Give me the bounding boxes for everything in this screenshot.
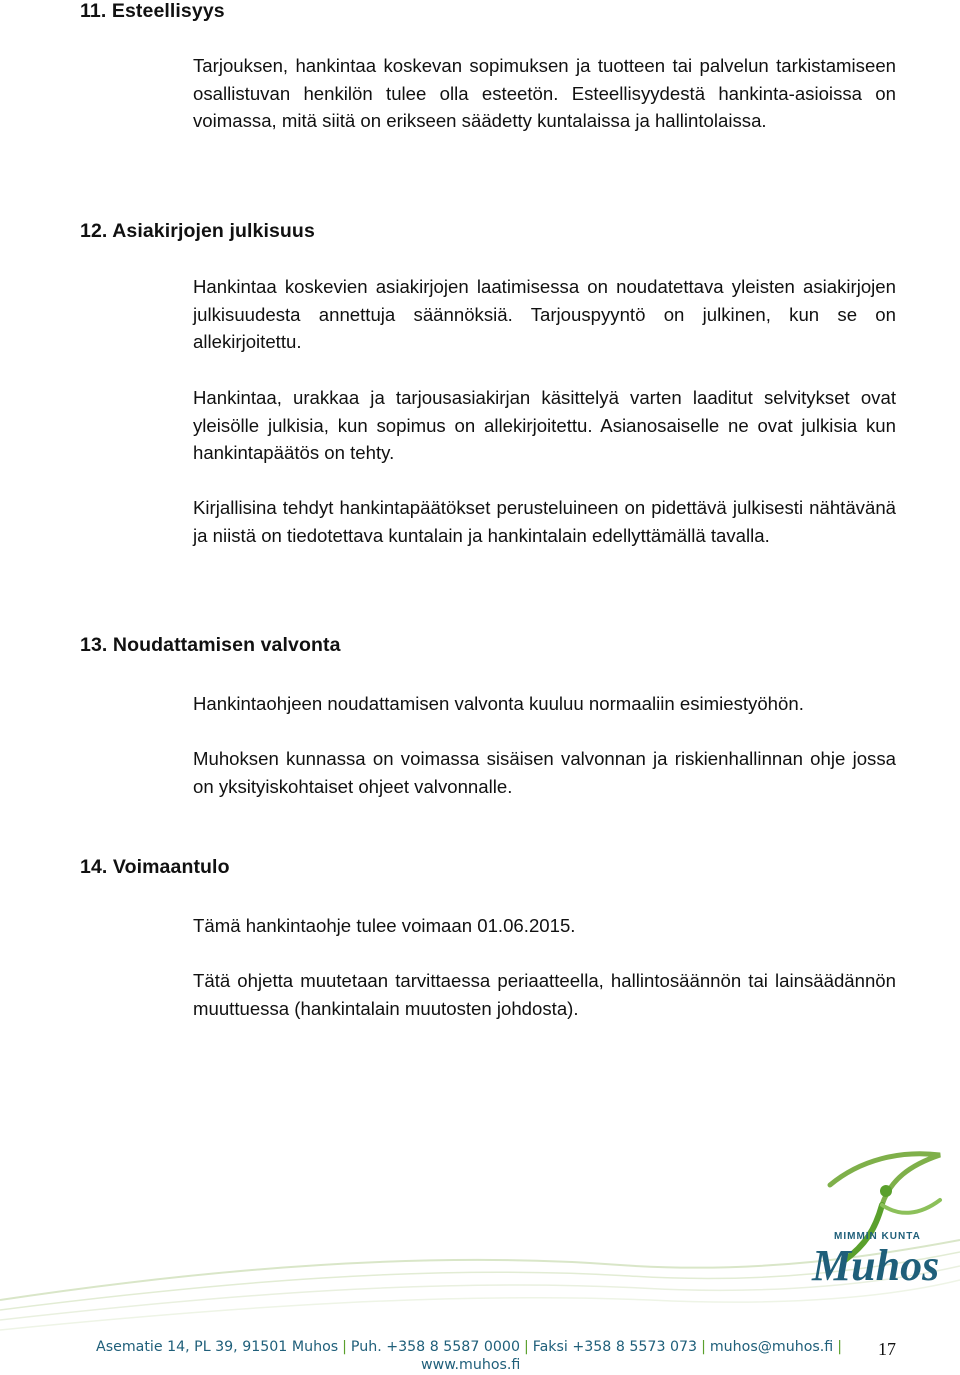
footer-email[interactable]: muhos@muhos.fi (709, 1339, 834, 1355)
section-12-paragraph-3: Kirjallisina tehdyt hankintapäätökset perusteluineen on pidettävä julkisesti nähtävänä ja niistä on tiedotettava kuntalain ja hankintalain edellyttämällä tavalla. (193, 497, 896, 546)
muhos-logo (790, 1145, 960, 1325)
section-14-heading: 14. Voimaantulo (80, 856, 230, 878)
section-11-paragraph-1: Tarjouksen, hankintaa koskevan sopimuksen ja tuotteen tai palvelun tarkistamiseen osallistuvan henkilön tulee olla esteetön. Esteellisyydestä hankinta-asioissa on voimassa, mitä siitä on erikseen säädetty kuntalaissa ja hallintolaissa. (193, 55, 896, 132)
logo-tagline: MIMMIN KUNTA (834, 1231, 921, 1242)
section-13-paragraph-2: Muhoksen kunnassa on voimassa sisäisen valvonnan ja riskienhallinnan ohje jossa on yksityiskohtaiset ohjeet valvonnalle. (193, 748, 896, 797)
section-12-heading: 12. Asiakirjojen julkisuus (80, 220, 315, 242)
footer-phone: Puh. +358 8 5587 0000 (350, 1339, 520, 1355)
page-number: 17 (878, 1339, 896, 1359)
section-12-paragraph-1: Hankintaa koskevien asiakirjojen laatimisessa on noudatettava yleisten asiakirjojen julkisuudesta annettuja säännöksiä. Tarjouspyyntö on julkinen, kun se on allekirjoitettu. (193, 276, 896, 353)
footer-fax: Faksi +358 8 5573 073 (532, 1339, 698, 1355)
section-12-paragraph-2: Hankintaa, urakkaa ja tarjousasiakirjan käsittelyä varten laaditut selvitykset ovat yleisölle julkisia, kun sopimus on allekirjoitettu. Asianosaiselle ne ovat julkisia kun hankintapäätös on tehty. (193, 387, 896, 464)
section-11-heading: 11. Esteellisyys (80, 0, 225, 22)
section-14-paragraph-1: Tämä hankintaohje tulee voimaan 01.06.2015. (193, 915, 576, 936)
section-13-paragraph-1: Hankintaohjeen noudattamisen valvonta kuuluu normaaliin esimiestyöhön. (193, 693, 804, 714)
logo-wordmark: Muhos (812, 1241, 940, 1290)
dancing-figure-icon (790, 1145, 960, 1325)
footer-address: Asematie 14, PL 39, 91501 Muhos (96, 1339, 339, 1355)
footer-contact-line: Asematie 14, PL 39, 91501 Muhos | Puh. +358 8 5587 0000 | Faksi +358 8 5573 073 | muhos@muhos.fi | (96, 1339, 843, 1355)
section-13-heading: 13. Noudattamisen valvonta (80, 634, 341, 656)
section-14-paragraph-2: Tätä ohjetta muutetaan tarvittaessa periaatteella, hallintosäännön tai lainsäädännön muuttuessa (hankintalain muutosten johdosta). (193, 970, 896, 1019)
footer-website[interactable]: www.muhos.fi (421, 1357, 521, 1373)
